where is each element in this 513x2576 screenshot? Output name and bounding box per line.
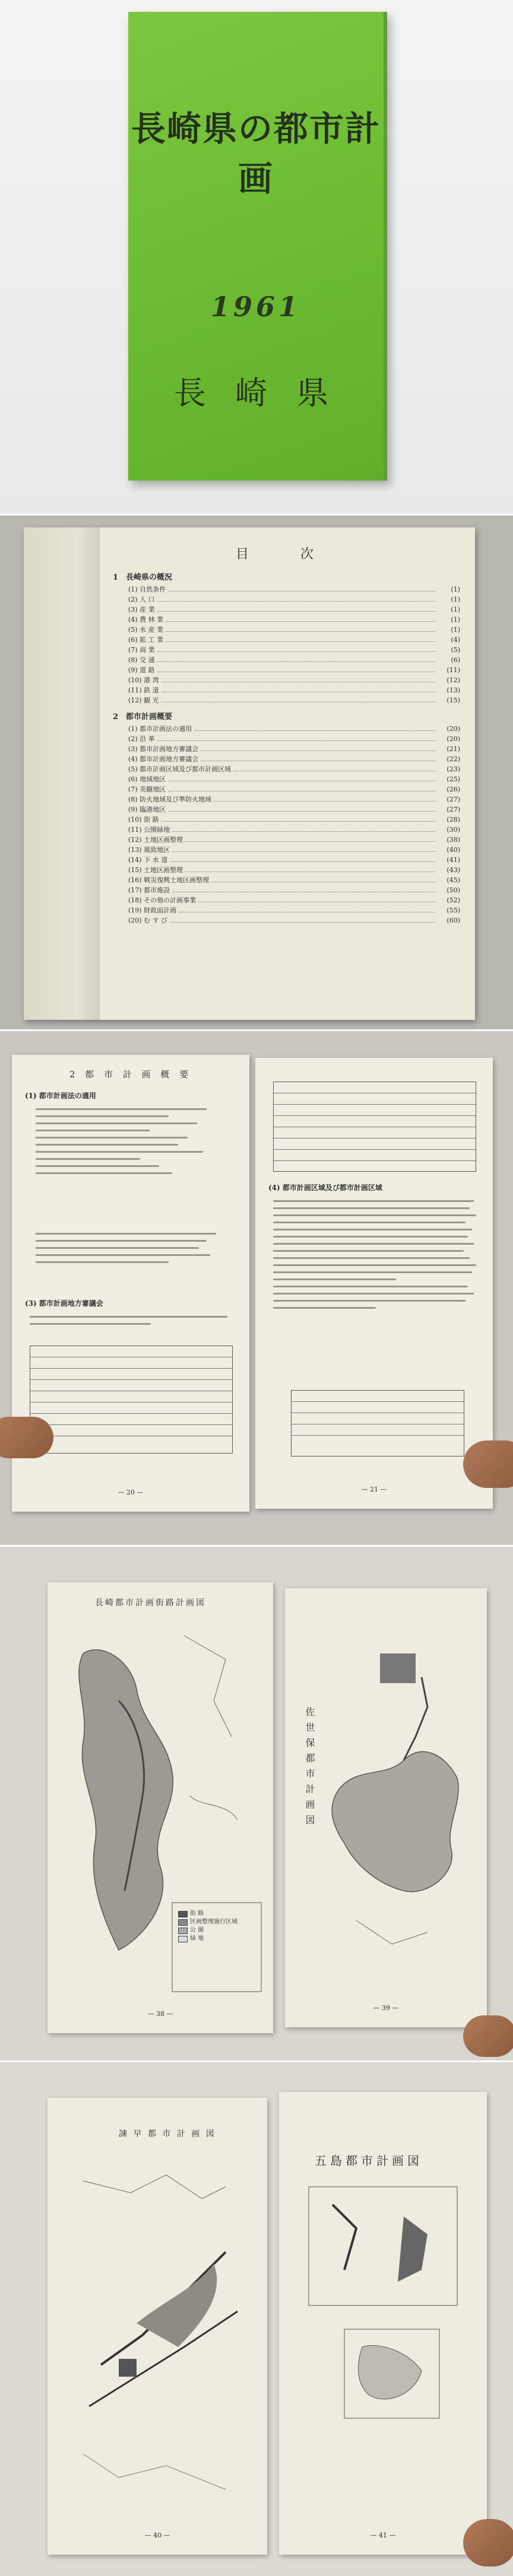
legend-label: 区画整理施行区域 <box>190 1919 238 1925</box>
contents-chapter-2-list <box>113 724 460 926</box>
contents-item-label: (11) 公園緑地 <box>128 826 170 834</box>
contents-item <box>113 794 460 804</box>
city-plan-map <box>48 2098 267 2555</box>
contents-item-page: (6) <box>451 656 460 664</box>
text-block <box>36 1233 226 1268</box>
contents-item <box>113 615 460 625</box>
dot-leader <box>233 764 435 771</box>
data-table <box>291 1390 464 1456</box>
contents-item-label: (2) 沿 革 <box>128 735 155 743</box>
table-of-contents <box>113 544 460 926</box>
dot-leader <box>172 825 435 832</box>
text-block <box>36 1108 226 1179</box>
contents-item-page: (1) <box>451 596 460 603</box>
contents-item-page: (30) <box>446 826 460 834</box>
contents-item <box>113 835 460 845</box>
page-number: — 21 — <box>361 1486 387 1493</box>
contents-item-label: (1) 自然条件 <box>128 586 166 593</box>
contents-item-label: (11) 鉄 道 <box>128 686 159 694</box>
contents-item-label: (4) 都市計画地方審議会 <box>128 755 199 763</box>
map-legend <box>178 1910 238 1943</box>
contents-item-label: (13) 風致地区 <box>128 846 170 854</box>
dot-leader <box>162 815 435 822</box>
contents-item-label: (3) 都市計画地方審議会 <box>128 745 199 753</box>
contents-item-label: (3) 産 業 <box>128 606 155 613</box>
contents-item-page: (60) <box>446 917 460 924</box>
contents-item-page: (38) <box>446 836 460 844</box>
dot-leader <box>214 794 435 802</box>
contents-item <box>113 635 460 645</box>
photo-map-spread-1 <box>0 1547 513 2060</box>
contents-item-label: (6) 地域地区 <box>128 775 166 783</box>
dot-leader <box>166 635 435 642</box>
contents-item-page: (43) <box>446 866 460 874</box>
dot-leader <box>201 744 435 751</box>
right-map-page <box>285 1588 487 2027</box>
contents-item-label: (15) 土地区画整理 <box>128 866 183 874</box>
legend-label: 緑 地 <box>190 1935 204 1942</box>
contents-item <box>113 895 460 905</box>
city-plan-map <box>285 1588 487 2027</box>
dot-leader <box>172 845 435 852</box>
contents-item <box>113 584 460 594</box>
book-left-page-edge <box>24 527 100 1020</box>
contents-item-label: (5) 都市計画区域及び都市計画区域 <box>128 765 232 773</box>
contents-item-page: (1) <box>451 606 460 613</box>
page-number: — 39 — <box>373 2004 399 2012</box>
hand <box>0 1417 53 1458</box>
contents-item <box>113 825 460 835</box>
contents-item-page: (52) <box>446 896 460 904</box>
cover-year: 1961 <box>210 291 302 323</box>
dot-leader <box>194 724 435 731</box>
map-title: 諫 早 都 市 計 画 図 <box>119 2129 216 2139</box>
contents-item-page: (1) <box>451 586 460 593</box>
legend-label: 街 路 <box>190 1910 204 1917</box>
contents-chapter-1: 1 長崎県の概況 <box>113 573 173 582</box>
contents-item <box>113 875 460 885</box>
photo-map-spread-2 <box>0 2062 513 2576</box>
city-plan-map <box>48 1582 273 2033</box>
map-title: 長崎都市計画街路計画図 <box>95 1598 206 1608</box>
left-map-page <box>48 1582 273 2033</box>
data-table <box>30 1346 233 1454</box>
contents-item-label: (6) 鉱 工 業 <box>128 636 164 644</box>
dot-leader <box>157 645 435 652</box>
contents-item <box>113 685 460 695</box>
contents-item-label: (10) 港 湾 <box>128 676 159 684</box>
contents-item-label: (12) 観 光 <box>128 697 159 704</box>
book-cover <box>128 12 387 481</box>
page-number: — 38 — <box>147 2010 173 2018</box>
contents-item-label: (20) む す び <box>128 917 168 924</box>
dot-leader <box>157 734 435 741</box>
contents-item <box>113 594 460 605</box>
contents-item-page: (22) <box>446 755 460 763</box>
data-table <box>273 1082 476 1172</box>
contents-item <box>113 655 460 665</box>
contents-chapter-1-list <box>113 584 460 705</box>
contents-item-label: (8) 交 通 <box>128 656 155 664</box>
contents-item-page: (1) <box>451 626 460 634</box>
hand <box>463 2015 513 2057</box>
contents-item-label: (4) 農 林 業 <box>128 616 164 624</box>
contents-item <box>113 865 460 875</box>
contents-item <box>113 855 460 865</box>
hand <box>463 2519 513 2567</box>
text-block <box>30 1316 232 1330</box>
contents-item-label: (7) 美観地区 <box>128 785 166 793</box>
contents-item <box>113 754 460 764</box>
dot-leader <box>157 594 435 602</box>
dot-leader <box>185 865 435 872</box>
contents-item <box>113 784 460 794</box>
dot-leader <box>201 754 435 761</box>
right-map-page <box>279 2092 487 2555</box>
contents-item-page: (21) <box>446 745 460 753</box>
legend-label: 公 園 <box>190 1927 204 1933</box>
book-open-contents <box>24 527 475 1020</box>
dot-leader <box>172 885 435 892</box>
contents-item-label: (1) 都市計画法の適用 <box>128 725 192 733</box>
contents-item <box>113 764 460 774</box>
contents-chapter-2: 2 都市計画概要 <box>113 713 173 721</box>
photo-cover <box>0 0 513 514</box>
contents-item-page: (27) <box>446 806 460 813</box>
contents-item-page: (25) <box>446 775 460 783</box>
contents-item-page: (15) <box>446 697 460 704</box>
dot-leader <box>168 784 435 791</box>
dot-leader <box>198 895 435 902</box>
dot-leader <box>162 675 435 682</box>
dot-leader <box>157 665 435 672</box>
contents-item-page: (28) <box>446 816 460 823</box>
contents-item <box>113 915 460 926</box>
contents-item-label: (10) 街 路 <box>128 816 159 823</box>
dot-leader <box>168 584 435 591</box>
page-number: — 40 — <box>144 2532 170 2539</box>
contents-item <box>113 774 460 784</box>
contents-item-page: (11) <box>446 666 460 674</box>
contents-heading: 目 次 <box>236 547 337 562</box>
contents-item-label: (16) 戦災復興土地区画整理 <box>128 876 210 884</box>
contents-item-page: (23) <box>446 765 460 773</box>
right-text-page <box>255 1058 493 1509</box>
contents-item-page: (50) <box>446 886 460 894</box>
page-number: — 41 — <box>370 2532 396 2539</box>
page-number: — 20 — <box>118 1489 144 1496</box>
contents-item <box>113 625 460 635</box>
contents-item <box>113 845 460 855</box>
section-heading: (1) 都市計画法の適用 <box>25 1092 96 1100</box>
contents-item-label: (9) 臨港地区 <box>128 806 166 813</box>
contents-item <box>113 665 460 675</box>
contents-item <box>113 815 460 825</box>
contents-item-page: (1) <box>451 616 460 624</box>
contents-item-page: (26) <box>446 785 460 793</box>
contents-item-page: (5) <box>451 646 460 654</box>
contents-item-page: (20) <box>446 725 460 733</box>
city-plan-map <box>279 2092 487 2555</box>
dot-leader <box>170 915 435 923</box>
contents-item-page: (55) <box>446 907 460 914</box>
contents-item <box>113 734 460 744</box>
dot-leader <box>211 875 435 882</box>
photo-contents <box>0 516 513 1029</box>
left-map-page <box>48 2098 267 2555</box>
contents-item-label: (9) 道 路 <box>128 666 155 674</box>
contents-item-label: (7) 商 業 <box>128 646 155 654</box>
cover-title: 長崎県の都市計画 <box>131 109 381 199</box>
dot-leader <box>157 605 435 612</box>
dot-leader <box>168 804 435 812</box>
dot-leader <box>166 615 435 622</box>
contents-item-label: (19) 財政面計画 <box>128 907 177 914</box>
contents-item <box>113 905 460 915</box>
dot-leader <box>168 774 435 781</box>
dot-leader <box>166 625 435 632</box>
contents-item-page: (12) <box>446 676 460 684</box>
contents-item-page: (4) <box>451 636 460 644</box>
cover-publisher: 長 崎 県 <box>173 374 338 412</box>
contents-item-page: (27) <box>446 796 460 803</box>
map-title: 五島都市計画図 <box>315 2154 423 2168</box>
page-header: 2 都 市 計 画 概 要 <box>69 1069 192 1080</box>
map-title: 佐世保都市計画図 <box>304 1707 315 1830</box>
contents-item-page: (45) <box>446 876 460 884</box>
contents-item <box>113 724 460 734</box>
dot-leader <box>170 855 435 862</box>
contents-item-page: (13) <box>446 686 460 694</box>
contents-item <box>113 695 460 705</box>
contents-item-label: (14) 下 水 道 <box>128 856 168 864</box>
contents-item-label: (8) 防火地域及び準防火地域 <box>128 796 212 803</box>
contents-item <box>113 675 460 685</box>
contents-item-label: (5) 水 産 業 <box>128 626 164 634</box>
contents-item-label: (2) 人 口 <box>128 596 155 603</box>
contents-item-page: (20) <box>446 735 460 743</box>
contents-item-label: (12) 土地区画整理 <box>128 836 183 844</box>
contents-item-page: (40) <box>446 846 460 854</box>
contents-item <box>113 885 460 895</box>
contents-item <box>113 645 460 655</box>
dot-leader <box>179 905 435 912</box>
hand <box>463 1440 513 1488</box>
section-heading: (4) 都市計画区域及び都市計画区域 <box>268 1184 382 1192</box>
text-block <box>273 1200 478 1314</box>
dot-leader <box>162 695 435 702</box>
dot-leader <box>162 685 435 692</box>
photo-text-spread <box>0 1031 513 1545</box>
contents-item-page: (41) <box>446 856 460 864</box>
section-heading: (3) 都市計画地方審議会 <box>25 1299 103 1308</box>
dot-leader <box>185 835 435 842</box>
contents-item-label: (18) その他の計画事業 <box>128 896 197 904</box>
contents-item <box>113 744 460 754</box>
dot-leader <box>157 655 435 662</box>
contents-item <box>113 605 460 615</box>
contents-item-label: (17) 都市施設 <box>128 886 170 894</box>
contents-item <box>113 804 460 815</box>
